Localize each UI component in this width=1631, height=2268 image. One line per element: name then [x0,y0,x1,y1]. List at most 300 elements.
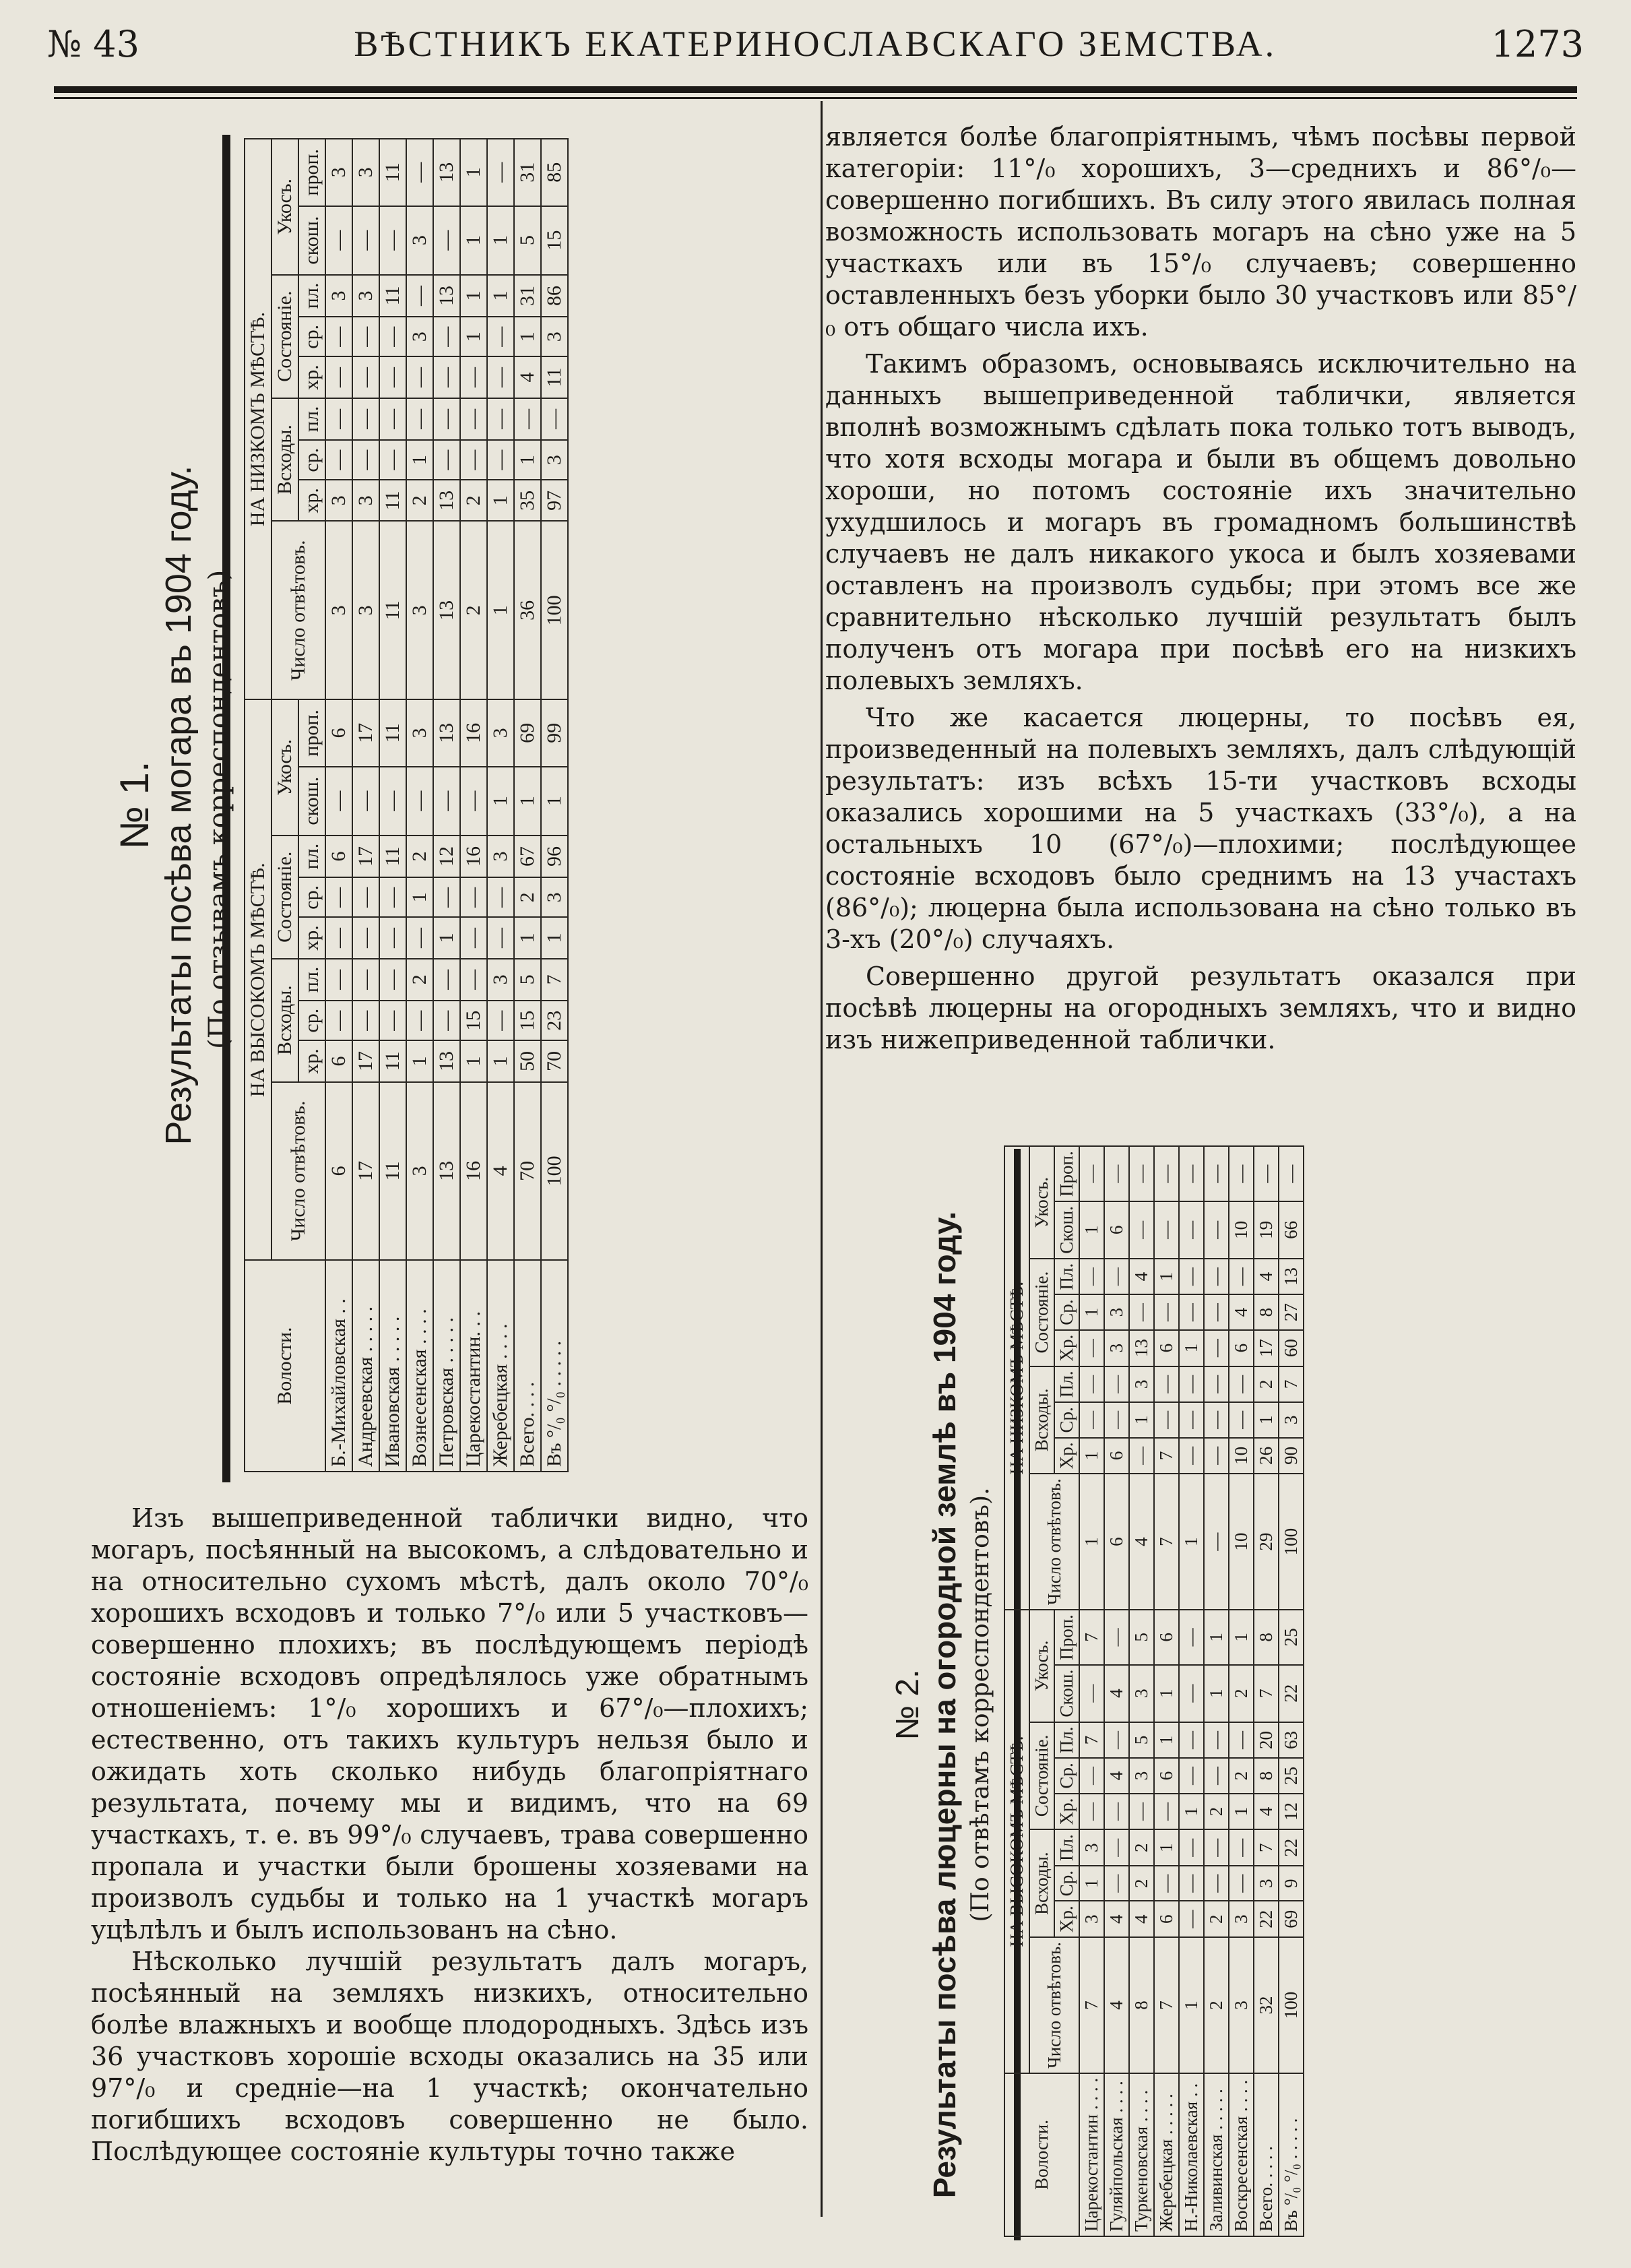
table2-cell: — [1079,1758,1104,1793]
table1-cell: 17 [352,836,379,877]
table1-cell: — [433,877,460,917]
table2-cell: 8 [1254,1610,1279,1665]
table1-cell: — [433,1001,460,1040]
table2-cell: 2 [1254,1366,1279,1403]
table1-cell: 6 [325,836,352,877]
table2-cell: — [1154,1146,1179,1201]
table2-cell: 7 [1254,1829,1279,1866]
table1-cell: — [460,767,487,836]
table1-cell: 3 [487,959,514,1001]
table2-cell: 60 [1279,1330,1304,1366]
table2-cell: 1 [1179,1794,1204,1830]
table1-cell: 6 [325,699,352,766]
table1-cell: — [325,398,352,440]
table2-sub-bad: Пл. [1054,1259,1079,1295]
table1-cell: 1 [487,767,514,836]
table1-cell: 16 [460,699,487,766]
table1-cell: 13 [433,139,460,206]
table2-cell: 2 [1129,1829,1154,1866]
table1-cell: — [487,917,514,958]
table1-cell: 3 [352,139,379,206]
table2-cell: — [1229,1259,1254,1295]
table2-cell: 20 [1254,1722,1279,1759]
table2-cell: — [1204,1259,1229,1295]
table2-cell: — [1204,1146,1229,1201]
table1-col-sprouts-low: Всходы. [271,398,298,522]
table1-cell: — [433,398,460,440]
table1-cell: 3 [406,317,433,356]
table2-cell: 3 [1229,1937,1254,2073]
table2-sub-bad: Пл. [1054,1366,1079,1403]
table1-cell: 15 [460,1001,487,1040]
table1-col-state-high: Состояніе. [271,836,298,959]
table2-sub-lost: Проп. [1054,1146,1079,1201]
table2-row [1254,1146,1279,2236]
table1-sub-good: хр. [298,356,325,398]
table1-number: № 1. [112,761,157,850]
table2-cell: 25 [1279,1758,1304,1793]
table2-cell: 1 [1204,1610,1229,1665]
table1-cell: — [379,959,406,1001]
table2-cell: 2 [1129,1866,1154,1901]
table1-cell: 3 [352,275,379,317]
table1-col-mow-high: Укосъ. [271,699,298,836]
table1-col-sprouts-high: Всходы. [271,959,298,1082]
header-rule-thick [54,86,1577,93]
table1-cell: — [352,1001,379,1040]
table1-cell: 3 [352,522,379,700]
table2-volost-name: Царекостантин . . . . [1079,2073,1104,2236]
table2-cell: 1 [1179,1330,1204,1366]
table2-cell: 13 [1129,1330,1154,1366]
table2-cell: — [1154,1295,1179,1330]
table1-cell: 11 [379,1082,406,1261]
table2-cell: 19 [1254,1201,1279,1259]
table2-cell: — [1104,1259,1129,1295]
table1-cell: 2 [406,959,433,1001]
table2-cell: 4 [1254,1794,1279,1830]
table1-cell: 23 [541,1001,568,1040]
table2-cell: 7 [1154,1474,1179,1610]
table1-cell: 17 [352,1040,379,1081]
table2-cell: — [1154,1794,1179,1830]
table2-cell: — [1104,1829,1129,1866]
table2-cell: — [1204,1829,1229,1866]
table1-cell: — [379,440,406,480]
table2-cell: — [1229,1146,1254,1201]
table1-cell: — [406,1001,433,1040]
table2-cell: 13 [1279,1259,1304,1295]
table1-cell: 2 [514,877,541,917]
table1-cell: 36 [514,522,541,700]
table2-cell: 22 [1279,1829,1304,1866]
table1-cell: 13 [433,699,460,766]
table2-cell: 7 [1254,1665,1279,1722]
table2-col-state-high: Состояніе. [1029,1722,1054,1830]
table1-cell: 13 [433,480,460,521]
table1-cell: 15 [541,206,568,275]
table2-cell: 4 [1254,1259,1279,1295]
table2-cell: — [1179,1866,1204,1901]
right-paragraph-2: Такимъ образомъ, основываясь исключительно на данныхъ вышеприведенной таблички, является вполнѣ возможнымъ сдѣлать пока только тотъ выводъ, что хотя всходы могара и были въ общемъ довольно хороши, но потомъ состояніе ихъ значительно ухудшилось и могаръ въ громадномъ большинствѣ случаевъ не далъ никакого укоса и былъ хозяевами оставленъ на произволъ судьбы; при этомъ все же сравнительно нѣсколько лучшій результатъ былъ полученъ отъ могара при посѣвѣ его на низкихъ полевыхъ земляхъ. [825,349,1576,695]
table1-cell: 5 [514,206,541,275]
table2-cell: 4 [1129,1901,1154,1937]
table1-cell: 6 [325,1040,352,1081]
table2-number: № 2. [890,1669,926,1740]
table2-cell: — [1279,1146,1304,1201]
table1-col-volost: Волости. [245,1260,325,1472]
left-paragraph-2: Нѣсколько лучшій результатъ далъ могаръ, посѣянный на земляхъ низкихъ, относительно болѣе влажныхъ и вообще плодородныхъ. Здѣсь изъ 36 участковъ хорошіе всходы оказались на 35 или 97°/₀ и средніе—на 1 участкѣ; окончательно погибшихъ всходовъ совершенно не было. Послѣдующее состояніе культуры точно также [91,1947,808,2166]
table2-cell: 63 [1279,1722,1304,1759]
table1-cell: 1 [514,767,541,836]
table2-cell: — [1204,1402,1229,1437]
table2-cell: 12 [1279,1794,1304,1830]
table1-cell: 1 [460,206,487,275]
table1-cell: — [487,398,514,440]
table2-cell: — [1079,1259,1104,1295]
table1-cell: 1 [541,917,568,958]
table2-cell: 17 [1254,1330,1279,1366]
table1-sub-lost: проп. [298,699,325,766]
table1-cell: — [325,1001,352,1040]
table1-cell: — [352,356,379,398]
table2-col-count-low: Число отвѣтовъ. [1029,1474,1079,1610]
table1-cell: — [460,398,487,440]
table2-cell: — [1204,1295,1229,1330]
table1-cell: 1 [460,139,487,206]
table1-cell: — [352,767,379,836]
table1-cell: 1 [487,1040,514,1081]
table2-cell: — [1179,1722,1204,1759]
table2-cell: — [1204,1866,1229,1901]
table2-cell: 7 [1279,1366,1304,1403]
table1-cell: 1 [514,317,541,356]
table1-sub-good: хр. [298,480,325,521]
table2-cell: — [1104,1722,1129,1759]
table2-cell: 1 [1254,1402,1279,1437]
table1-cell: — [406,139,433,206]
table1-cell: — [352,959,379,1001]
table1-sub-good: хр. [298,1040,325,1081]
table2-row [1179,1146,1204,2236]
table2-cell: 100 [1279,1937,1304,2073]
table1-cell: 3 [487,699,514,766]
table2-cell: 4 [1104,1665,1129,1722]
table2-sub-mid: Ср. [1054,1402,1079,1437]
issue-number: № 43 [47,22,139,65]
table1-cell: — [352,398,379,440]
table2-cell: 1 [1154,1829,1179,1866]
table1-col-state-low: Состояніе. [271,275,298,398]
table2-cell: 3 [1104,1295,1129,1330]
table2-cell: — [1179,1295,1204,1330]
table1-cell: 4 [487,1082,514,1261]
table1-cell: 2 [406,480,433,521]
table2-cell: 4 [1229,1295,1254,1330]
table1-sub-mid: ср. [298,317,325,356]
table2-cell: — [1204,1474,1229,1610]
table2-cell: — [1179,1665,1204,1722]
table1-cell: — [406,398,433,440]
table2-sub-mid: Ср. [1054,1758,1079,1793]
table2-cell: 1 [1079,1866,1104,1901]
table2-cell: 3 [1129,1758,1154,1793]
table2-cell: — [1179,1438,1204,1474]
table2-volost-name: Гуляйпольская . . . . [1104,2073,1129,2236]
table1-sub-bad: пл. [298,398,325,440]
table1-cell: 12 [433,836,460,877]
page-header [47,13,1584,74]
table2-cell: 66 [1279,1201,1304,1259]
page-number: 1273 [1491,22,1584,65]
table1-sub-mowed: скош. [298,767,325,836]
table1-volost-name: Вознесенская . . . . [406,1260,433,1472]
table2-cell: — [1204,1201,1229,1259]
table1-cell: 13 [433,1082,460,1261]
table1-sub-bad: пл. [298,836,325,877]
table2-cell: 7 [1154,1937,1179,2073]
table1-row [433,139,460,1472]
table1-cell: — [460,356,487,398]
left-text-block [91,1503,808,2168]
table1-cell: 100 [541,1082,568,1261]
table2-cell: 3 [1079,1829,1104,1866]
table1-cell: — [352,206,379,275]
table2-cell: — [1104,1866,1129,1901]
table1-cell: 2 [460,480,487,521]
table1-cell: — [460,959,487,1001]
table2-cell: 6 [1104,1201,1129,1259]
table2-sub-good: Хр. [1054,1330,1079,1366]
table2-cell: — [1179,1758,1204,1793]
table2-cell: — [1079,1402,1104,1437]
table2-block [889,1151,1304,2237]
table2-cell: — [1229,1402,1254,1437]
table1-volost-name: Андреевская . . . . . [352,1260,379,1472]
table2-sub-mid: Ср. [1054,1295,1079,1330]
table1-row [541,139,568,1472]
table1-cell: 11 [379,1040,406,1081]
table1-cell: — [379,317,406,356]
table1-cell: 17 [352,699,379,766]
table2-cell: 3 [1129,1366,1154,1403]
table1-group-low: НА НИЗКОМЪ МѢСТѢ. [245,139,271,699]
table2-col-sprouts-low: Всходы. [1029,1366,1054,1474]
table1-cell: 100 [541,522,568,700]
table2-cell: — [1179,1201,1204,1259]
table2-cell: — [1079,1366,1104,1403]
table1-cell: 2 [460,522,487,700]
table2-cell: 3 [1104,1330,1129,1366]
table1-volost-name: Ивановская . . . . . [379,1260,406,1472]
table1-caption: Результаты посѣва могара въ 1904 году. [158,465,199,1145]
table2-cell: — [1179,1366,1204,1403]
table2-cell: 6 [1154,1758,1179,1793]
table2-volost-name: Туркеновская . . . . [1129,2073,1154,2236]
table1-block [111,138,569,1472]
right-paragraph-3: Что же касается люцерны, то посѣвъ ея, произведенный на полевыхъ земляхъ, далъ слѣдующій результатъ: изъ всѣхъ 15-ти участковъ всходы оказались хорошими на 5 участкахъ (33°/₀), а на остальныхъ 10 (67°/₀)—плохими; послѣдующее состояніе всходовъ было среднимъ на 13 участахъ (86°/₀); люцерна была использована на сѣно только въ 3-хъ (20°/₀) случаяхъ. [825,703,1576,954]
table1-cell: — [325,877,352,917]
table1-cell: — [460,917,487,958]
table1-cell: 31 [514,139,541,206]
table2 [1004,1145,1304,2237]
table2-sub-bad: Пл. [1054,1829,1079,1866]
table1-cell: 50 [514,1040,541,1081]
table1-cell: 3 [406,699,433,766]
table2-cell: 6 [1104,1438,1129,1474]
table1-cell: — [325,317,352,356]
table2-cell: — [1204,1758,1229,1793]
table2-col-volost: Волости. [1004,2073,1079,2236]
table1-cell: 3 [541,317,568,356]
table1-cell: 1 [460,1040,487,1081]
table1-cell: — [379,206,406,275]
table1-cell: 13 [433,275,460,317]
table1-row [406,139,433,1472]
table2-cell: 1 [1179,1474,1204,1610]
table2-cell: 3 [1229,1901,1254,1937]
table2-sub-mid: Ср. [1054,1866,1079,1901]
table1-cell: 3 [406,1082,433,1261]
table1-row [325,139,352,1472]
table2-volost-name: Н.-Николаевская . . [1179,2073,1204,2236]
table1-cell: — [406,356,433,398]
table2-cell: — [1229,1722,1254,1759]
table1-cell: 1 [487,206,514,275]
table2-cell: 2 [1229,1665,1254,1722]
table2-cell: 32 [1254,1937,1279,2073]
table2-group-low: НА НИЗКОМЪ МѢСТѢ. [1004,1146,1029,1610]
table1-volost-name: Жеребецкая . . . . [487,1260,514,1472]
table2-cell: 100 [1279,1474,1304,1610]
right-paragraph-4: Совершенно другой результатъ оказался при посѣвѣ люцерны на огородныхъ земляхъ, что и видно изъ нижеприведенной таблички. [825,962,1576,1054]
table1-cell: — [325,959,352,1001]
right-paragraph-1: является болѣе благопріятнымъ, чѣмъ посѣвы первой категоріи: 11°/₀ хорошихъ, 3—среднихъ и 86°/₀—совершенно погибшихъ. Въ силу этого явилась полная возможность использовать могаръ на сѣно уже на 5 участкахъ или въ 15°/₀ случаевъ; совершенно оставленныхъ безъ уборки было 30 участковъ или 85°/₀ отъ общаго числа ихъ. [825,122,1576,342]
table1-cell: 1 [541,767,568,836]
table2-row [1129,1146,1154,2236]
table2-cell: — [1079,1146,1104,1201]
table2-cell: 4 [1129,1259,1154,1295]
table2-cell: 6 [1229,1330,1254,1366]
table2-cell: 1 [1079,1474,1104,1610]
table1-cell: — [325,917,352,958]
table2-cell: 1 [1179,1937,1204,2073]
table2-cell: 29 [1254,1474,1279,1610]
table2-cell: 7 [1154,1438,1179,1474]
table2-row [1229,1146,1254,2236]
table1-cell: — [325,767,352,836]
table2-cell: — [1154,1866,1179,1901]
table2-cell: 2 [1229,1758,1254,1793]
table2-col-mow-high: Укосъ. [1029,1610,1054,1722]
header-rule-thin [54,97,1577,99]
table2-cell: 2 [1204,1901,1229,1937]
table2-cell: — [1079,1330,1104,1366]
table2-sub-mowed: Скош. [1054,1201,1079,1259]
table1-volost-name: Въ °/₀ °/₀ . . . . . [541,1260,568,1472]
table2-body [1079,1146,1304,2236]
table1-volost-name: Царекостантин. . . [460,1260,487,1472]
column-divider [821,101,823,2217]
table2-cell: 6 [1154,1330,1179,1366]
table2-cell: 1 [1154,1665,1179,1722]
table1-cell: 3 [406,206,433,275]
table2-cell: — [1104,1366,1129,1403]
table2-row [1079,1146,1104,2236]
table2-col-sprouts-high: Всходы. [1029,1829,1054,1937]
table2-cell: — [1204,1330,1229,1366]
table2-cell: 22 [1254,1901,1279,1937]
table1-cell: 67 [514,836,541,877]
table1-cell: 17 [352,1082,379,1261]
table1-cell: 1 [514,440,541,480]
table2-cell: 26 [1254,1438,1279,1474]
table1-row [352,139,379,1472]
table2-cell: 7 [1079,1937,1104,2073]
table1-cell: 99 [541,699,568,766]
table2-cell: 27 [1279,1295,1304,1330]
table1-cell: 70 [514,1082,541,1261]
left-paragraph-1: Изъ вышеприведенной таблички видно, что могаръ, посѣянный на высокомъ, а слѣдовательно и на относительно сухомъ мѣстѣ, далъ около 70°/₀ хорошихъ всходовъ и только 7°/₀ или 5 участковъ—совершенно плохихъ; въ послѣдующемъ періодѣ состояніе всходовъ опредѣлялось уже обратнымъ отношеніемъ: 1°/₀ хорошихъ и 67°/₀—плохихъ; естественно, отъ такихъ культуръ нельзя было и ожидать хоть сколько нибудь благопріятнаго результата, почему мы и видимъ, что на 69 участкахъ, т. е. въ 99°/₀ случаевъ, трава совершенно пропала и участки были брошены хозяевами на произволъ судьбы и только на 1 участкѣ могаръ уцѣлѣлъ и былъ использованъ на сѣно. [91,1503,808,1945]
table1-cell: — [406,275,433,317]
table2-row [1154,1146,1179,2236]
table2-cell: — [1129,1201,1154,1259]
table1-subcaption: (По отзывамъ корреспондентовъ). [203,561,234,1050]
table1-cell: 16 [460,1082,487,1261]
table1-cell: — [433,767,460,836]
table1-cell: 4 [514,356,541,398]
table2-cell: — [1154,1201,1179,1259]
table1-cell: 1 [460,317,487,356]
table1-cell: — [352,917,379,958]
table1-cell: 16 [460,836,487,877]
table1-cell: 3 [541,440,568,480]
table1-cell: — [352,317,379,356]
table2-cell: — [1129,1794,1154,1830]
table1-cell: 85 [541,139,568,206]
table1-sub-good: хр. [298,917,325,958]
table1-cell: 6 [325,1082,352,1261]
table2-cell: 4 [1129,1474,1154,1610]
table2-cell: — [1179,1402,1204,1437]
table1-cell: 31 [514,275,541,317]
table2-cell: 10 [1229,1201,1254,1259]
table1-cell: — [379,917,406,958]
table2-cell: 6 [1154,1901,1179,1937]
table2-cell: 1 [1079,1295,1104,1330]
table1-cell: — [379,398,406,440]
table2-cell: 1 [1079,1438,1104,1474]
table1-cell: 3 [325,139,352,206]
table2-volost-name: Заливинская . . . . . [1204,2073,1229,2236]
table2-cell: 5 [1129,1722,1154,1759]
table1-cell: 1 [406,1040,433,1081]
table2-cell: — [1179,1829,1204,1866]
table1-sub-mid: ср. [298,877,325,917]
table1-cell: 3 [406,522,433,700]
table1-row [487,139,514,1472]
table1-cell: — [325,440,352,480]
table2-cell: 6 [1154,1610,1179,1665]
table2-cell: 69 [1279,1901,1304,1937]
table1-sub-bad: пл. [298,275,325,317]
table1-cell: — [487,356,514,398]
table2-cell: — [1204,1722,1229,1759]
table2-cell: — [1204,1438,1229,1474]
table1-cell: 70 [541,1040,568,1081]
table2-cell: 1 [1154,1722,1179,1759]
table2-cell: — [1104,1402,1129,1437]
